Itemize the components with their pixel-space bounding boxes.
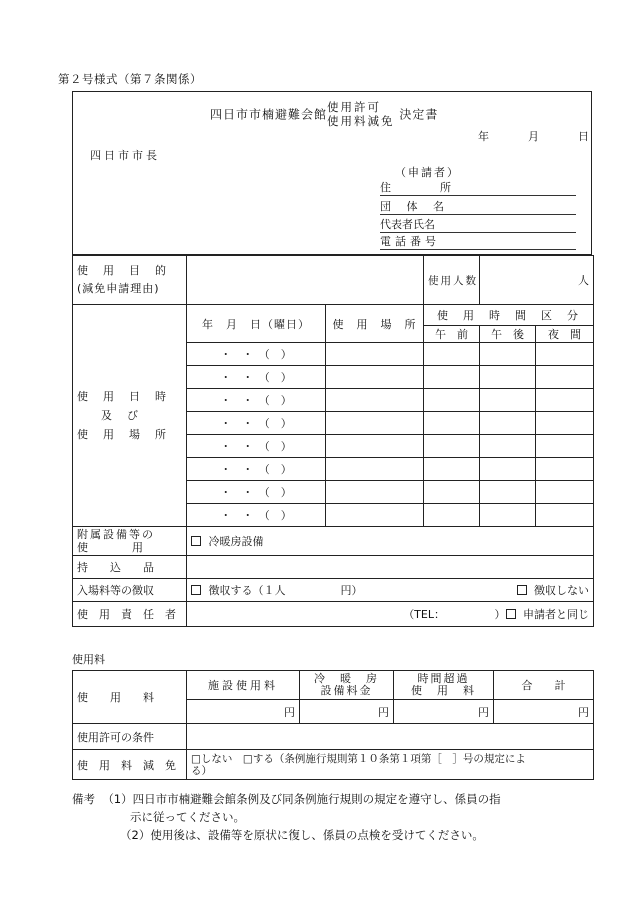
note-2: （2）使用後は、設備等を原状に復し、係員の点検を受けてください。 xyxy=(120,828,484,842)
checkbox-icon[interactable] xyxy=(191,536,201,546)
schedule-pm-cell[interactable] xyxy=(480,504,536,527)
purpose-input[interactable] xyxy=(187,256,424,305)
manager-row xyxy=(73,602,594,627)
schedule-pm-cell[interactable] xyxy=(480,481,536,504)
fee-section-label: 使用料 xyxy=(72,653,105,666)
representative-field[interactable] xyxy=(380,217,576,233)
group-name-field[interactable] xyxy=(380,199,576,215)
schedule-date-cell[interactable]: ・ ・ （ ） xyxy=(187,389,326,412)
schedule-pm-cell[interactable] xyxy=(480,389,536,412)
notes-prefix: 備考 xyxy=(72,792,95,806)
schedule-am-cell[interactable] xyxy=(424,366,480,389)
date-month: 月 xyxy=(528,130,540,143)
schedule-pm-cell[interactable] xyxy=(480,366,536,389)
admission-collect: 徴収する（１人 円） xyxy=(208,584,363,597)
document-title xyxy=(210,100,438,128)
address-field[interactable] xyxy=(380,180,576,196)
purpose-sub-label: (減免申請理由) xyxy=(77,282,160,295)
reduction-value[interactable] xyxy=(187,750,594,780)
conditions-input[interactable] xyxy=(187,724,594,750)
addressee: 四日市市長 xyxy=(90,149,160,162)
applicant-label: （申請者） xyxy=(395,166,460,179)
schedule-am-cell[interactable] xyxy=(424,412,480,435)
schedule-am-cell[interactable] xyxy=(424,389,480,412)
admission-value-cell xyxy=(187,579,594,602)
schedule-date-cell[interactable]: ・ ・ （ ） xyxy=(187,481,326,504)
schedule-place-cell[interactable] xyxy=(326,458,424,481)
users-unit: 人 xyxy=(578,274,589,287)
equipment-label-2: 使 用 xyxy=(77,541,143,554)
col-pm-header: 午 後 xyxy=(480,326,536,343)
schedule-place-cell[interactable] xyxy=(326,343,424,366)
schedule-place-cell[interactable] xyxy=(326,435,424,458)
schedule-am-cell[interactable] xyxy=(424,435,480,458)
purpose-label: 使 用 目 的 xyxy=(77,264,168,277)
reduction-text-1: □しない □する（条例施行規則第１０条第１項第［ ］号の規定によ xyxy=(191,752,526,765)
schedule-am-cell[interactable] xyxy=(424,504,480,527)
schedule-date-cell[interactable]: ・ ・ （ ） xyxy=(187,435,326,458)
checkbox-icon[interactable] xyxy=(506,609,516,619)
schedule-label-3: 使 用 場 所 xyxy=(77,428,168,441)
conditions-label: 使用許可の条件 xyxy=(73,724,187,750)
schedule-label-2: 及 び xyxy=(101,409,140,422)
reduction-label: 使 用 料 減 免 xyxy=(73,750,187,780)
users-input[interactable] xyxy=(480,256,594,305)
purpose-row xyxy=(73,256,594,305)
equipment-row xyxy=(73,527,594,556)
phone-field[interactable] xyxy=(380,234,576,250)
ac-fee-value[interactable]: 円 xyxy=(300,700,394,724)
manager-label: 使 用 責 任 者 xyxy=(73,602,187,627)
note-1-cont: 示に従ってください。 xyxy=(130,810,245,824)
facility-fee-value[interactable]: 円 xyxy=(187,700,300,724)
reduction-text-2: る） xyxy=(191,764,212,777)
col-night-header: 夜 間 xyxy=(536,326,594,343)
col-total: 合 計 xyxy=(494,671,594,700)
schedule-night-cell[interactable] xyxy=(536,389,594,412)
schedule-place-cell[interactable] xyxy=(326,504,424,527)
date-year: 年 xyxy=(478,130,490,143)
col-am-header: 午 前 xyxy=(424,326,480,343)
col-ac-fee xyxy=(300,671,394,700)
schedule-night-cell[interactable] xyxy=(536,343,594,366)
schedule-place-cell[interactable] xyxy=(326,412,424,435)
equipment-label-1: 附属設備等の xyxy=(77,528,155,541)
schedule-am-cell[interactable] xyxy=(424,458,480,481)
address-label: 住 所 xyxy=(380,181,460,194)
equipment-value: 冷暖房設備 xyxy=(208,535,264,548)
belongings-input[interactable] xyxy=(187,556,594,579)
application-table xyxy=(72,255,594,627)
admission-no-collect: 徴収しない xyxy=(534,584,589,597)
schedule-am-cell[interactable] xyxy=(424,343,480,366)
schedule-pm-cell[interactable] xyxy=(480,458,536,481)
users-label: 使用人数 xyxy=(424,256,480,305)
schedule-pm-cell[interactable] xyxy=(480,435,536,458)
schedule-date-cell[interactable]: ・ ・ （ ） xyxy=(187,343,326,366)
admission-label: 入場料等の徴収 xyxy=(73,579,187,602)
schedule-night-cell[interactable] xyxy=(536,458,594,481)
schedule-night-cell[interactable] xyxy=(536,366,594,389)
schedule-night-cell[interactable] xyxy=(536,412,594,435)
col-time-header: 使 用 時 間 区 分 xyxy=(424,305,594,326)
note-1 xyxy=(72,790,612,808)
schedule-date-cell[interactable]: ・ ・ （ ） xyxy=(187,366,326,389)
col-overtime-fee-1: 時間超過 xyxy=(417,672,470,685)
manager-value-cell[interactable] xyxy=(187,602,594,627)
schedule-date-cell[interactable]: ・ ・ （ ） xyxy=(187,412,326,435)
group-name-label: 団 体 名 xyxy=(380,200,450,213)
belongings-row xyxy=(73,556,594,579)
schedule-label-cell xyxy=(73,305,187,527)
schedule-pm-cell[interactable] xyxy=(480,343,536,366)
col-place-header: 使 用 場 所 xyxy=(326,305,424,343)
manager-tel: （TEL： ） xyxy=(403,608,506,621)
checkbox-icon[interactable] xyxy=(191,585,201,595)
schedule-date-cell[interactable]: ・ ・ （ ） xyxy=(187,504,326,527)
date-row xyxy=(478,128,590,144)
title-stack xyxy=(327,100,395,128)
col-facility-fee: 施設使用料 xyxy=(187,671,300,700)
col-overtime-fee xyxy=(394,671,494,700)
overtime-fee-value[interactable]: 円 xyxy=(394,700,494,724)
schedule-place-cell[interactable] xyxy=(326,366,424,389)
title-stack-bottom: 使用料減免 xyxy=(327,114,395,128)
fee-table xyxy=(72,670,594,780)
checkbox-icon[interactable] xyxy=(517,585,527,595)
equipment-label-cell xyxy=(73,527,187,556)
total-fee-value[interactable]: 円 xyxy=(494,700,594,724)
schedule-label-1: 使 用 日 時 xyxy=(77,390,168,403)
note-1-text: （1）四日市市楠避難会館条例及び同条例施行規則の規定を遵守し、係員の指 xyxy=(102,792,501,806)
schedule-place-cell[interactable] xyxy=(326,389,424,412)
col-ac-fee-1: 冷 暖 房 xyxy=(314,672,379,685)
schedule-night-cell[interactable] xyxy=(536,481,594,504)
schedule-am-cell[interactable] xyxy=(424,481,480,504)
manager-same: 申請者と同じ xyxy=(523,608,589,621)
schedule-date-cell[interactable]: ・ ・ （ ） xyxy=(187,458,326,481)
fee-row-label: 使 用 料 xyxy=(73,671,187,724)
schedule-pm-cell[interactable] xyxy=(480,412,536,435)
col-ac-fee-2: 設備料金 xyxy=(320,684,373,697)
schedule-night-cell[interactable] xyxy=(536,435,594,458)
phone-label: 電話番号 xyxy=(380,235,440,248)
belongings-label: 持 込 品 xyxy=(73,556,187,579)
admission-row xyxy=(73,579,594,602)
title-stack-top: 使用許可 xyxy=(327,100,382,114)
date-day: 日 xyxy=(578,130,590,143)
purpose-label-cell xyxy=(73,256,187,305)
col-date-header: 年 月 日（曜日） xyxy=(187,305,326,343)
title-suffix: 決定書 xyxy=(399,107,439,122)
schedule-night-cell[interactable] xyxy=(536,504,594,527)
representative-label: 代表者氏名 xyxy=(380,218,435,231)
schedule-place-cell[interactable] xyxy=(326,481,424,504)
col-overtime-fee-2: 使 用 料 xyxy=(411,684,476,697)
form-number-label: 第２号様式（第７条関係） xyxy=(58,72,202,86)
equipment-value-cell[interactable] xyxy=(187,527,594,556)
title-prefix: 四日市市楠避難会館 xyxy=(210,107,328,122)
notes xyxy=(72,790,612,844)
